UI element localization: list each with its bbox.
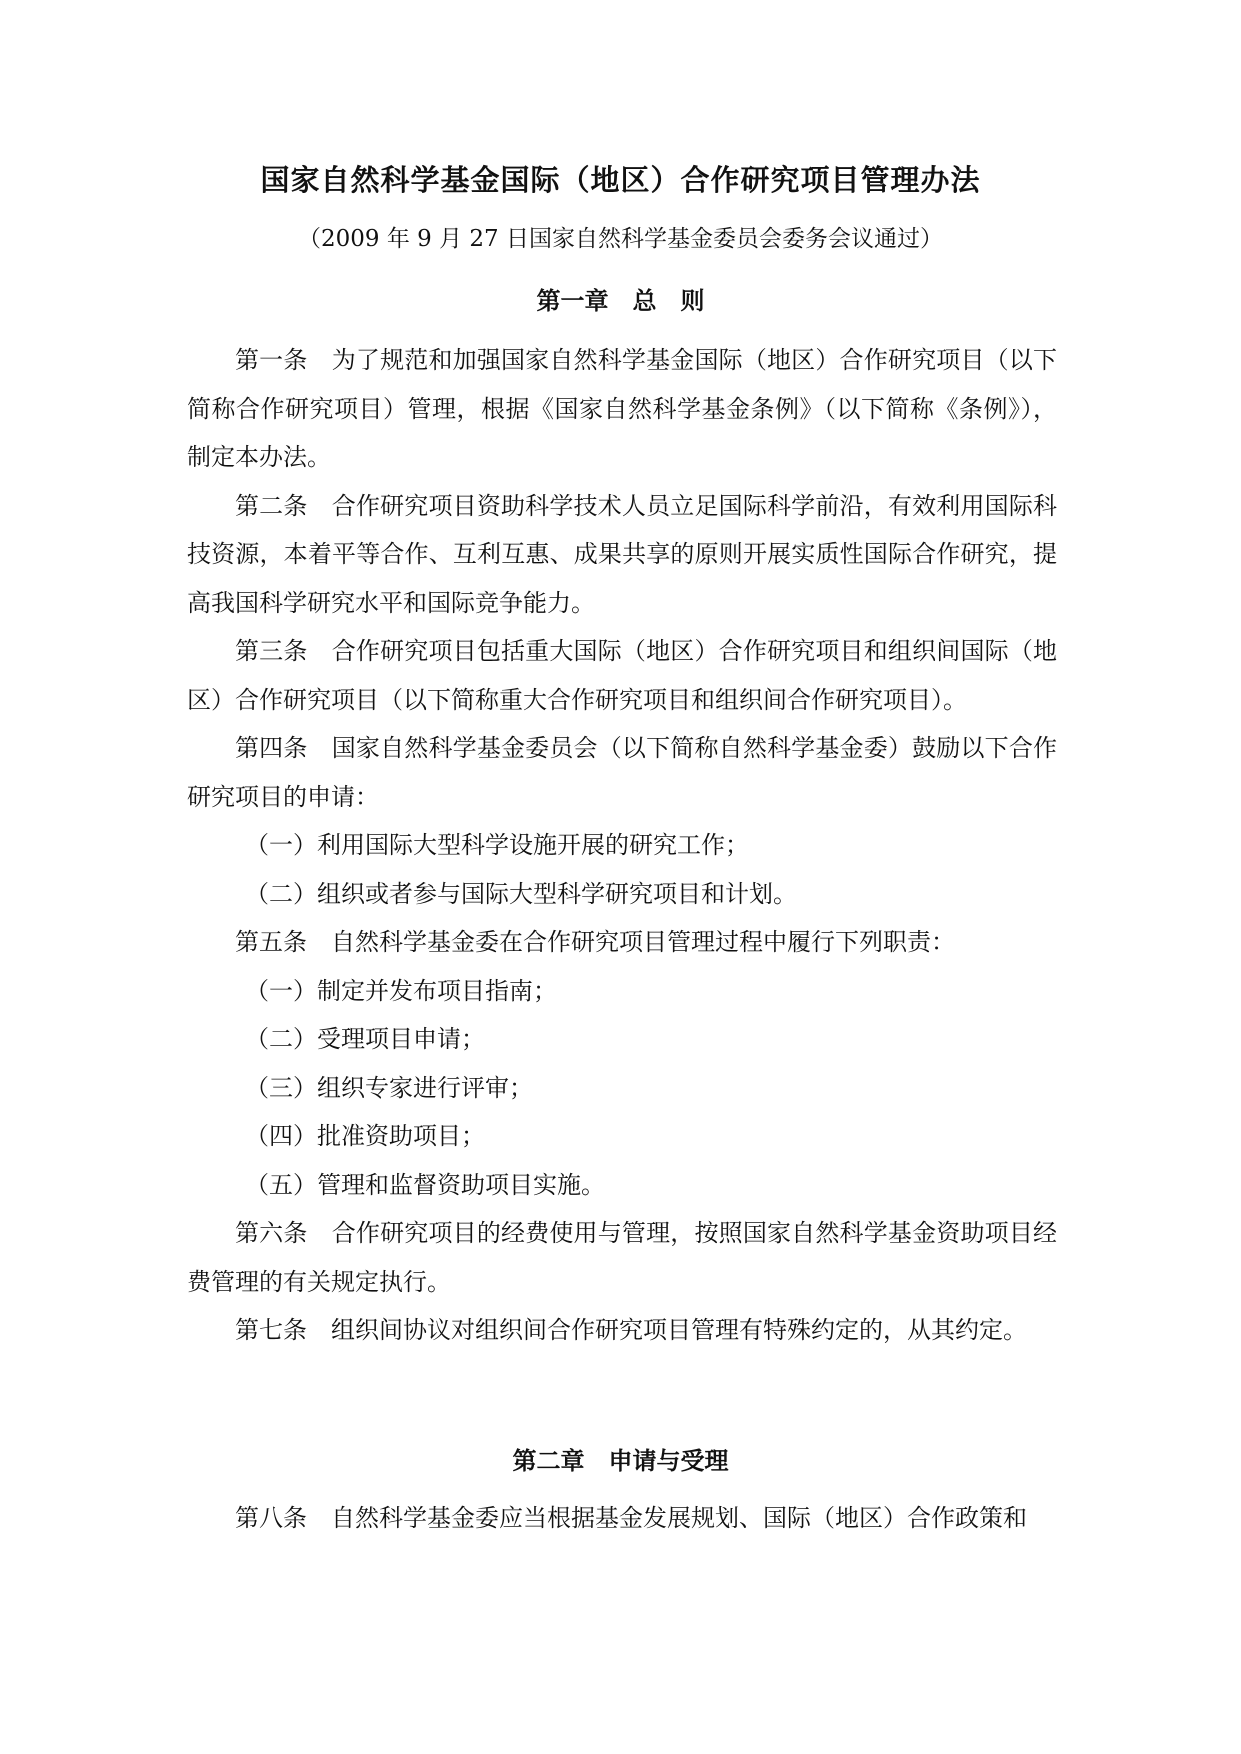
article-8: 第八条 自然科学基金委应当根据基金发展规划、国际（地区）合作政策和: [235, 1504, 1027, 1532]
article-4: 第四条 国家自然科学基金委员会（以下简称自然科学基金委）鼓励以下合作研究项目的申请：: [187, 734, 1057, 811]
chapter-2-body: [187, 1494, 1057, 1543]
article-5-item-2: （二）受理项目申请；: [245, 1025, 485, 1053]
chapter-1-body: [187, 336, 1057, 1355]
article-1: 第一条 为了规范和加强国家自然科学基金国际（地区）合作研究项目（以下简称合作研究项目）管理，根据《国家自然科学基金条例》（以下简称《条例》），制定本办法。: [187, 346, 1057, 471]
chapter-2-heading: 第二章 申请与受理: [512, 1446, 729, 1475]
document-title: 国家自然科学基金国际（地区）合作研究项目管理办法: [260, 163, 981, 197]
article-4-item-2: （二）组织或者参与国际大型科学研究项目和计划。: [245, 879, 797, 908]
article-5-item-3: （三）组织专家进行评审；: [245, 1073, 533, 1102]
article-3: 第三条 合作研究项目包括重大国际（地区）合作研究项目和组织间国际（地区）合作研究项目（以下简称重大合作研究项目和组织间合作研究项目）。: [187, 637, 1057, 714]
article-6: 第六条 合作研究项目的经费使用与管理，按照国家自然科学基金资助项目经费管理的有关规定执行。: [187, 1219, 1057, 1296]
article-2: 第二条 合作研究项目资助科学技术人员立足国际科学前沿，有效利用国际科技资源，本着平等合作、互利互惠、成果共享的原则开展实质性国际合作研究，提高我国科学研究水平和国际竞争能力。: [187, 491, 1057, 617]
article-7: 第七条 组织间协议对组织间合作研究项目管理有特殊约定的，从其约定。: [235, 1316, 1027, 1344]
article-4-item-1: （一）利用国际大型科学设施开展的研究工作；: [245, 831, 749, 859]
chapter-1-heading: 第一章 总 则: [536, 286, 705, 315]
article-5: 第五条 自然科学基金委在合作研究项目管理过程中履行下列职责：: [235, 928, 955, 956]
article-5-item-4: （四）批准资助项目；: [245, 1122, 485, 1150]
article-5-item-1: （一）制定并发布项目指南；: [245, 976, 557, 1005]
article-5-item-5: （五）管理和监督资助项目实施。: [245, 1170, 605, 1199]
document-subtitle: （2009 年 9 月 27 日国家自然科学基金委员会委务会议通过）: [298, 226, 943, 252]
